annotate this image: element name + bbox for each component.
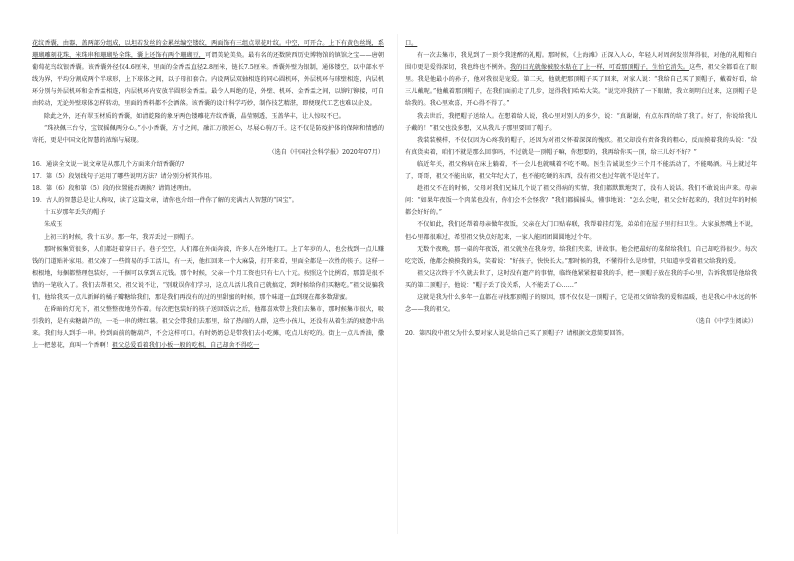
paragraph-3: “珠袂佩三台兮，宝钗摇佩两分心。”小小香囊，方寸之间，融汇万般匠心，尽展心驹万千。这不仅是防疫护体的保障和情感的寄托，更是中国文化智慧的浓缩与展现。: [32, 124, 384, 144]
right-paragraph-2: [405, 50, 757, 110]
story-paragraph-1: 上初三的时候，我十五岁。那一年，我弄丢过一顶帽子。: [44, 233, 198, 241]
story-paragraph-3: [32, 304, 384, 352]
paragraph-top: [32, 38, 384, 111]
underlined-sentence-b: 以坦若发丝的金累丝编空镂纹，两面饰有三组点翠花叶纹。中空，可开合。上下有黄色丝绳，系珊瑚雕刻花珠、米珠串和珊瑚坠全珠，囊上还饰有两个珊瑚豆，: [32, 40, 384, 60]
right-paragraph-6: 趁祖父不在的时候，父母对我们兄妹几个说了祖父得病的实情，我们都默默地哭了，没有人说话。我们不敢说出声来。母亲问：“如果年夜饭一个肉菜也没有，你们会不会怪我？”我们都摇摇头，懂事地说：“怎么会呢，祖父会好起来的，我们过年的时候都会好好的。”: [405, 185, 757, 217]
right-column: [405, 38, 757, 340]
underlined-sentence-hat: 我的目光就像被胶水粘在了上一样，可看那顶帽子，生怕它消失。: [509, 64, 690, 72]
right-paragraph-5: 临近年关，祖父称病在床上躺着，不一会儿也就喊着不吃不喝。医生告诚说至少三个月不能活动了，不能喝酒。马上就过年了，哥哥，祖父不能出席，祖父年纪大了，也不能吃硬的东西，没有祖父也过年就不是过年了。: [405, 160, 757, 181]
question-18: 18．第（6）段和第（5）段的位置能否调换？请简述理由。: [32, 185, 196, 193]
paragraph-text: 可谓美轮美奂。最有名的还数陕西历史博物馆的镇馆之宝——唐朝葡萄花鸟纹银香囊。该香囊外径仅4.6厘米，里面的金香盂直径2.8厘米，链长7.5厘米。香囊外壁为银制，通体镂空，以中部水平线为界，平均分割成两个半球形，上下球体之间，以子母扣套合。内设两层双轴相连的同心圆机环，外层机环与球壁相连，内层机环分别与外层机环和金香盂相连，内层机环内安放半圆形金香盂。最令人叫绝的是，外壁、机环、金香盂之间，以铆钉铆接，可自由转动，无论外壁球体怎样转动，里面的香料都不会洒落。该香囊的设计科学巧妙，制作技艺精湛，即便现代工艺也难以企及。: [32, 52, 384, 108]
right-paragraph-2-tail: 这些，祖父全都看在了眼里。我是他最小的孙子，他对我很是宠爱。第二天，他就把那顶帽子买了回来，对家人说：“我给自己买了顶帽子，戴着好看，给三儿戴呢。”他戴着那顶帽子，在我们面前走了几步，逗得我们哈哈大笑。“说完冲我挤了一下眼睛，我立刻明白过来，这顶帽子是给我的。我心里欢喜，开心得不得了。”: [405, 64, 757, 108]
story-paragraph-3-tail: 街上一点儿香油，撒上一把葱花，真叫一个香啊！: [32, 330, 384, 350]
question-20: 20．第四段中祖父为什么要对家人说是给自己买了顶帽子？请根据文意简要回答。: [405, 330, 628, 338]
column-divider: [397, 34, 398, 534]
right-paragraph-9: 祖父这次终于不久就去世了，这时没有遗产的事情，临终他紧紧握着我的手，把一顶帽子放在我的手心里，告诉我那是他给我买的第二顶帽子，他说：“帽子丢了没关系，人不能丢了心……”: [405, 269, 757, 289]
story-author: 朱成玉: [44, 221, 63, 229]
story-paragraph-2: 那时候集贸很多，人们都赶着穿日子。巷子空空，人们都在外面奔波，许多人在外地打工。上了年岁的人，也会找到一点儿赚钱的门道贴补家用。祖父凑了一些简易的手工活儿，有一天，他扛回来一个大麻袋，打开来看，里面全都是一次性的筷子。这样一根根地，每捆都整理包装好，一千捆可以拿到五元钱。那个时候，父亲一个月工资也只有七八十元。按照这个比例看，那算是很不错的一笔收入了。我们去帮祖父，祖父说不让，“别耽误你们学习，这点儿活儿我自己就搞定，到时候给你们买糖吃。”祖父说骗我们，他给我买一点儿新鲜的橘子瓣糖给我们，那是我们再没有的过的里甜蜜的时候，那个味道一直到现在都多数甜蜜。: [32, 245, 384, 301]
right-paragraph-10: 这就是我为什么多年一直都在寻找那顶帽子的原因，那不仅仅是一顶帽子，它是祖父留给我的爱和温暖，也是我心中永远的怀念——我的祖父。: [405, 293, 757, 314]
right-paragraph-4: 我装装模样，不仅仅因为心疼我的帽子，还因为对祖父怀着深深的愧疚。祖父却没有责备我的粗心，反而摸着我的头说：“没有真货卖着，咱们不就是那么回事吗，不过就是一顶帽子嘛，你想要的，我再给你买一顶，给三儿好不好？”: [405, 136, 757, 156]
paragraph-2: 除此之外，还有翠玉材质的香囊，如清乾隆的象牙两色镂雕花卉纹香囊，晶莹剔透，玉盖华丰，让人惊叹不已。: [44, 112, 345, 120]
right-paragraph-8: 无数个夜晚，那一桌的年夜饭，祖父就坐在我身旁，给我们夹菜，讲故事。他会把最好的菜留给我们，自己却吃得很少。每次吃完饭，他都会摸摸我的头，笑着说：“好孩子，快快长大。”那时候的我，不懂得什么是珍惜，只知道享受着祖父给我的爱。: [405, 245, 757, 265]
source-citation-2: （选自《中学生阅读》）: [692, 318, 757, 326]
underlined-sentence-grandpa: 祖父总爱看着我们小板一般的吃相，自己却舍不得吃一: [111, 342, 260, 350]
underlined-sentence-a: 花纹香囊，由器、盖两部分组成，: [32, 40, 125, 47]
right-paragraph-2-text: 有一次去集市，我见到了一顶令我迷醉的礼帽。那时候，《上海滩》正深入人心，年轻人对周润发崇拜得很，对他的礼帽和白围巾更是爱得深切，我也终也不例外。: [405, 52, 757, 72]
question-19: 19．古人的智慧总是让人称叹，读了这篇文章，请你也介绍一件你了解的充满古人智慧的“国宝”。: [32, 197, 298, 205]
source-citation-1: （选自《中国社会科学报》2020年07月）: [268, 148, 384, 156]
right-paragraph-1: [405, 38, 757, 50]
right-paragraph-7: 不仅如此，我们还帮着母亲做年夜饭，父亲在大门口贴春联，我帮着挂灯笼，弟弟们在屋子里打扫卫生。大家虽然嘴上不说，但心里都很难过，希望祖父快点好起来，一家人能团团圆圆地过个年。: [405, 221, 757, 241]
question-16: 16．通读全文说一说文章是从那几个方面来介绍香囊的?: [32, 160, 185, 168]
right-paragraph-3: 我去世后，我把帽子送给人。在想着给人说，我心里对别人的多少，说：“真谢谢，有点东西的给了我了。好了，你说给我儿子戴的！”祖父也没多想，又从我儿子那里要回了帽子。: [405, 112, 757, 132]
underlined-continuation: 口。: [405, 40, 418, 47]
story-title: 十五岁那年丢失的帽子: [44, 209, 106, 217]
left-column: [32, 38, 384, 352]
story-paragraph-3-text: 在昏暗的灯光下，祖父整整夜地劳作着。每次把包装好的筷子送回饭店之后，他都喜欢带上我们去集市，那时候集市很火，吸引我的，是有卖糖葫芦的，一毛一串的烤红薯。祖父会带我们去那里，给了热闹的人群，这些小孩儿，还没有从着生活的疲惫中出来。我们每人到手一串。拎到面前的糖葫芦，不会这样可口。有时奶奶总是带我们去小吃摊，吃点儿好吃的。: [32, 306, 384, 338]
question-17: 17．第（5）段划线句子运用了哪些说明方法？请分别分析其作用。: [32, 173, 216, 181]
